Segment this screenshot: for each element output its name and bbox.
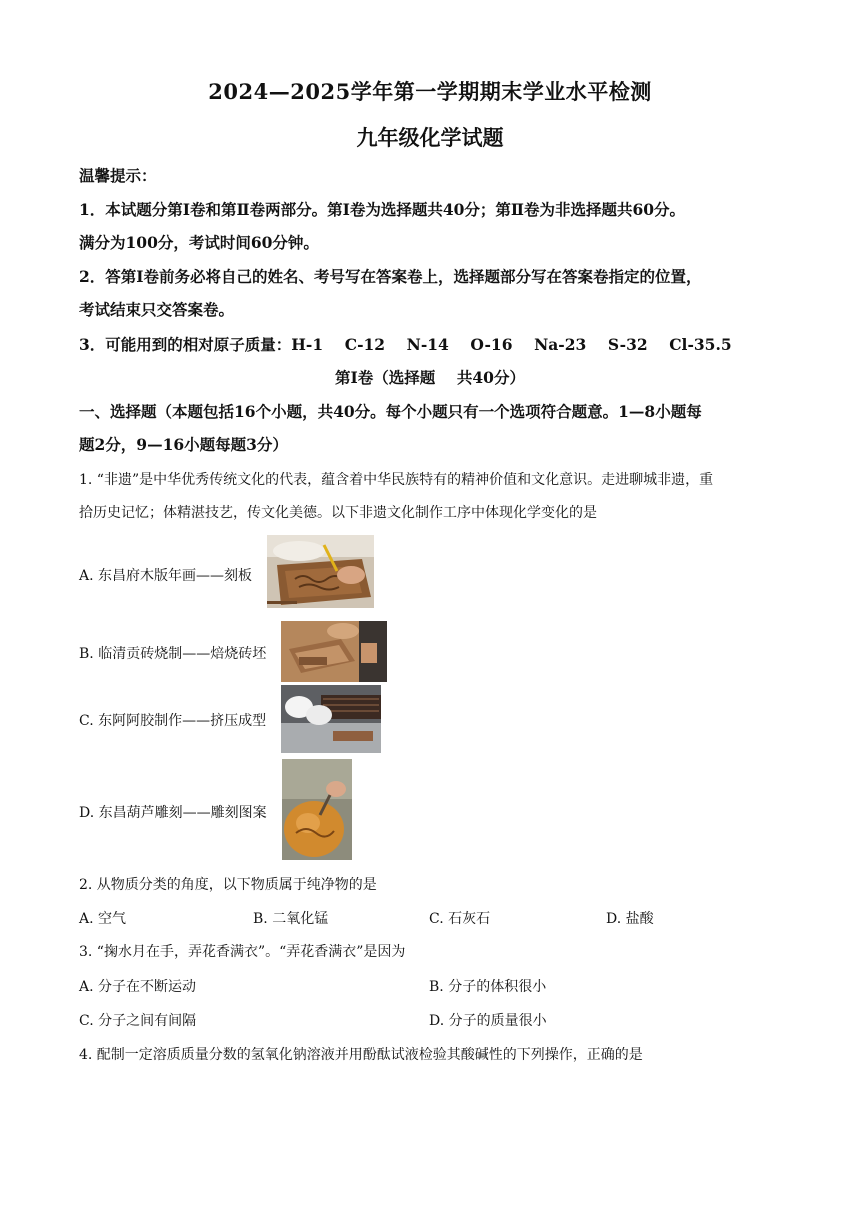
- gourd-carving-photo: [282, 759, 352, 860]
- volume-title: 第Ⅰ卷（选择题 共40分）: [335, 368, 525, 387]
- q1-option-b: B. 临清贡砖烧制——焙烧砖坯: [79, 646, 267, 662]
- q1-option-c: C. 东阿阿胶制作——挤压成型: [79, 713, 267, 729]
- q3-option-c: C. 分子之间有间隔: [79, 1013, 197, 1029]
- exam-subtitle: 九年级化学试题: [356, 125, 504, 150]
- tip-3-atomic-masses: 3．可能用到的相对原子质量：H-1 C-12 N-14 O-16 Na-23 S-32 Cl-35.5: [79, 335, 732, 354]
- q2-stem: 2. 从物质分类的角度，以下物质属于纯净物的是: [79, 877, 377, 893]
- woodblock-carving-photo: [267, 535, 374, 608]
- brick-firing-photo: [281, 621, 387, 682]
- q2-option-c: C. 石灰石: [429, 911, 491, 927]
- q3-option-d: D. 分子的质量很小: [429, 1013, 547, 1029]
- q3-option-b: B. 分子的体积很小: [429, 979, 547, 995]
- q1-option-a: A. 东昌府木版年画——刻板: [79, 568, 253, 584]
- tips-heading: 温馨提示：: [79, 166, 157, 185]
- q2-option-b: B. 二氧化锰: [253, 911, 329, 927]
- tip-2-line-1: 2．答第Ⅰ卷前务必将自己的姓名、考号写在答案卷上，选择题部分写在答案卷指定的位置，: [79, 267, 702, 286]
- q1-stem-line-2: 拾历史记忆；体精湛技艺，传文化美德。以下非遗文化制作工序中体现化学变化的是: [79, 505, 597, 521]
- part-heading-line-1: 一、选择题（本题包括16个小题，共40分。每个小题只有一个选项符合题意。1—8小题每: [79, 402, 702, 421]
- exam-title: 2024—2025学年第一学期期末学业水平检测: [208, 79, 652, 104]
- tip-1-line-2: 满分为100分，考试时间60分钟。: [79, 233, 319, 252]
- q2-option-d: D. 盐酸: [606, 911, 654, 927]
- tip-1-line-1: 1．本试题分第Ⅰ卷和第Ⅱ卷两部分。第Ⅰ卷为选择题共40分；第Ⅱ卷为非选择题共60分。: [79, 200, 686, 219]
- q1-stem-line-1: 1. “非遗”是中华优秀传统文化的代表，蕴含着中华民族特有的精神价值和文化意识。走进聊城非遗，重: [79, 472, 714, 488]
- gelatin-pressing-photo: [281, 685, 381, 753]
- q3-stem: 3. “掬水月在手，弄花香满衣”。“弄花香满衣”是因为: [79, 944, 406, 960]
- q2-option-a: A. 空气: [79, 911, 127, 927]
- q3-option-a: A. 分子在不断运动: [79, 979, 197, 995]
- q4-stem: 4. 配制一定溶质质量分数的氢氧化钠溶液并用酚酞试液检验其酸碱性的下列操作，正确的是: [79, 1047, 643, 1063]
- part-heading-line-2: 题2分，9—16小题每题3分）: [79, 435, 288, 454]
- q1-option-d: D. 东昌葫芦雕刻——雕刻图案: [79, 805, 267, 821]
- tip-2-line-2: 考试结束只交答案卷。: [79, 300, 235, 319]
